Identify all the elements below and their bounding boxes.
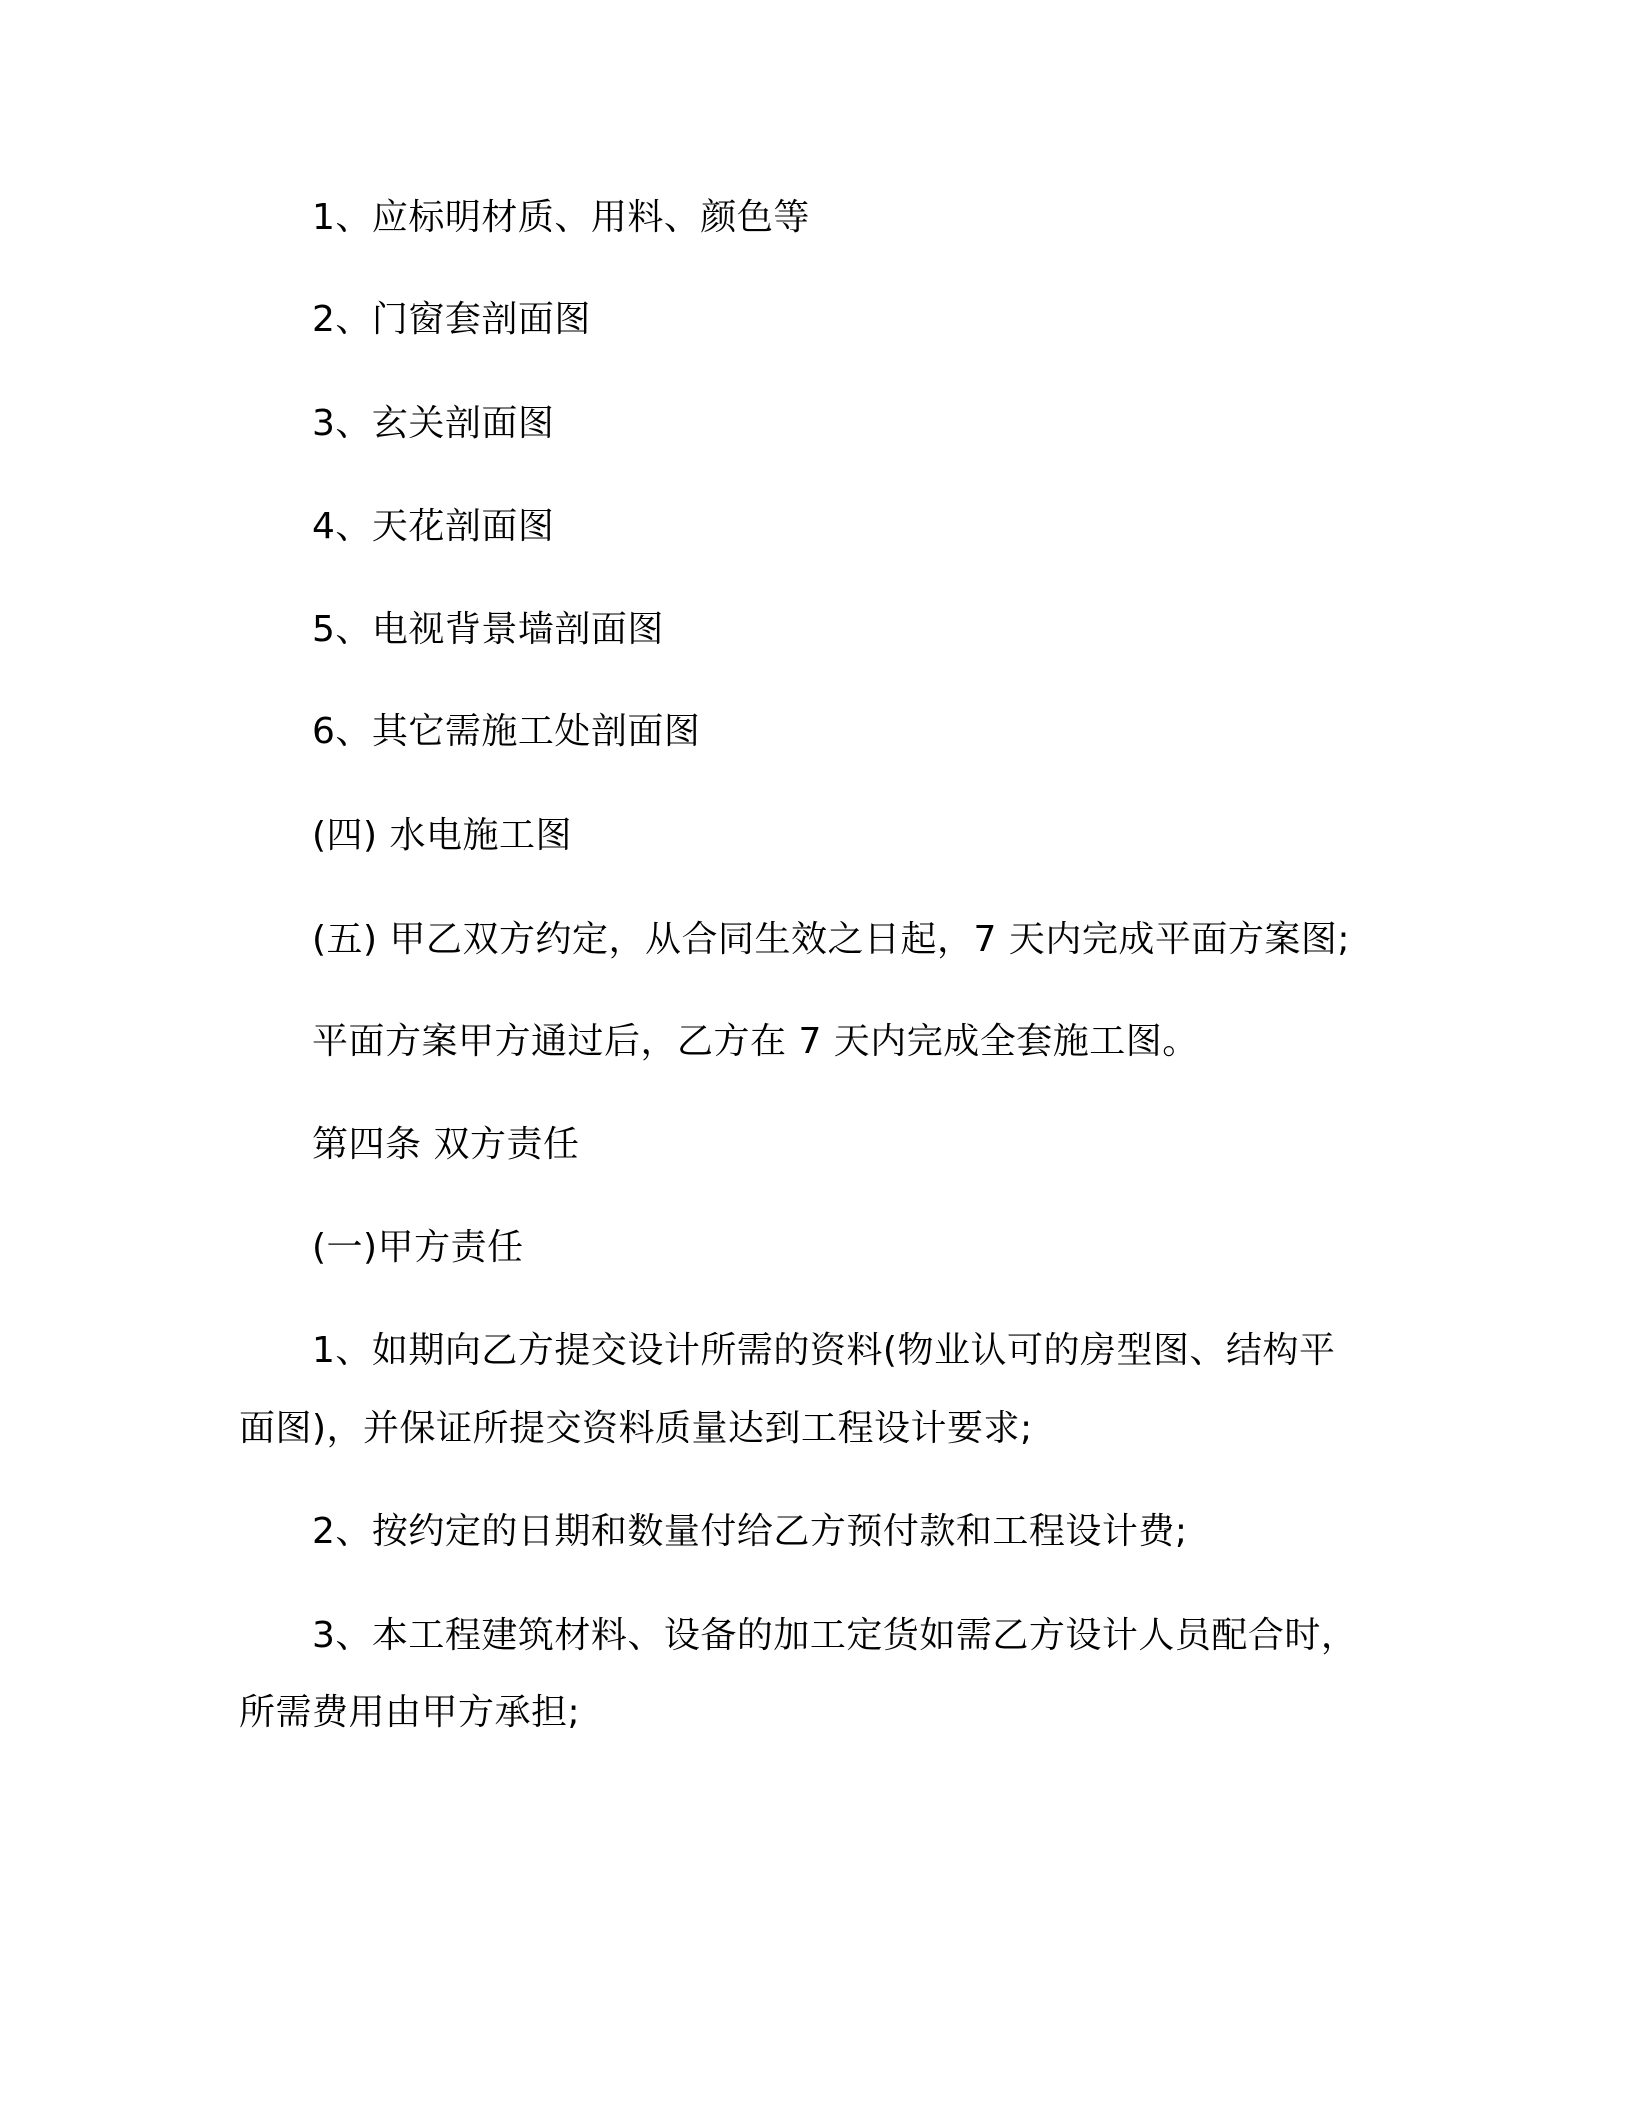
paragraph-duty-3: 3、本工程建筑材料、设备的加工定货如需乙方设计人员配合时， [312,1615,1358,1656]
subsection-heading-party-a: (一)甲方责任 [312,1227,524,1268]
list-item-door-window-section: 2、门窗套剖面图 [312,299,591,340]
list-item-entrance-section: 3、玄关剖面图 [312,403,555,444]
paragraph-duty-1: 1、如期向乙方提交设计所需的资料(物业认可的房型图、结构平 [312,1330,1336,1371]
paragraph-duty-3-continued: 所需费用由甲方承担; [239,1692,581,1733]
list-item-other-section: 6、其它需施工处剖面图 [312,711,701,752]
list-item-tv-wall-section: 5、电视背景墙剖面图 [312,609,664,650]
paragraph-duty-1-continued: 面图)，并保证所提交资料质量达到工程设计要求; [239,1408,1033,1449]
paragraph-schedule-agreement: (五) 甲乙双方约定，从合同生效之日起，7 天内完成平面方案图; [312,919,1351,960]
section-plumbing-electrical: (四) 水电施工图 [312,815,573,856]
list-item-material-note: 1、应标明材质、用料、颜色等 [312,197,810,238]
paragraph-schedule-continued: 平面方案甲方通过后，乙方在 7 天内完成全套施工图。 [312,1021,1199,1062]
paragraph-duty-2: 2、按约定的日期和数量付给乙方预付款和工程设计费; [312,1511,1188,1552]
list-item-ceiling-section: 4、天花剖面图 [312,506,555,547]
article-heading: 第四条 双方责任 [312,1124,580,1165]
